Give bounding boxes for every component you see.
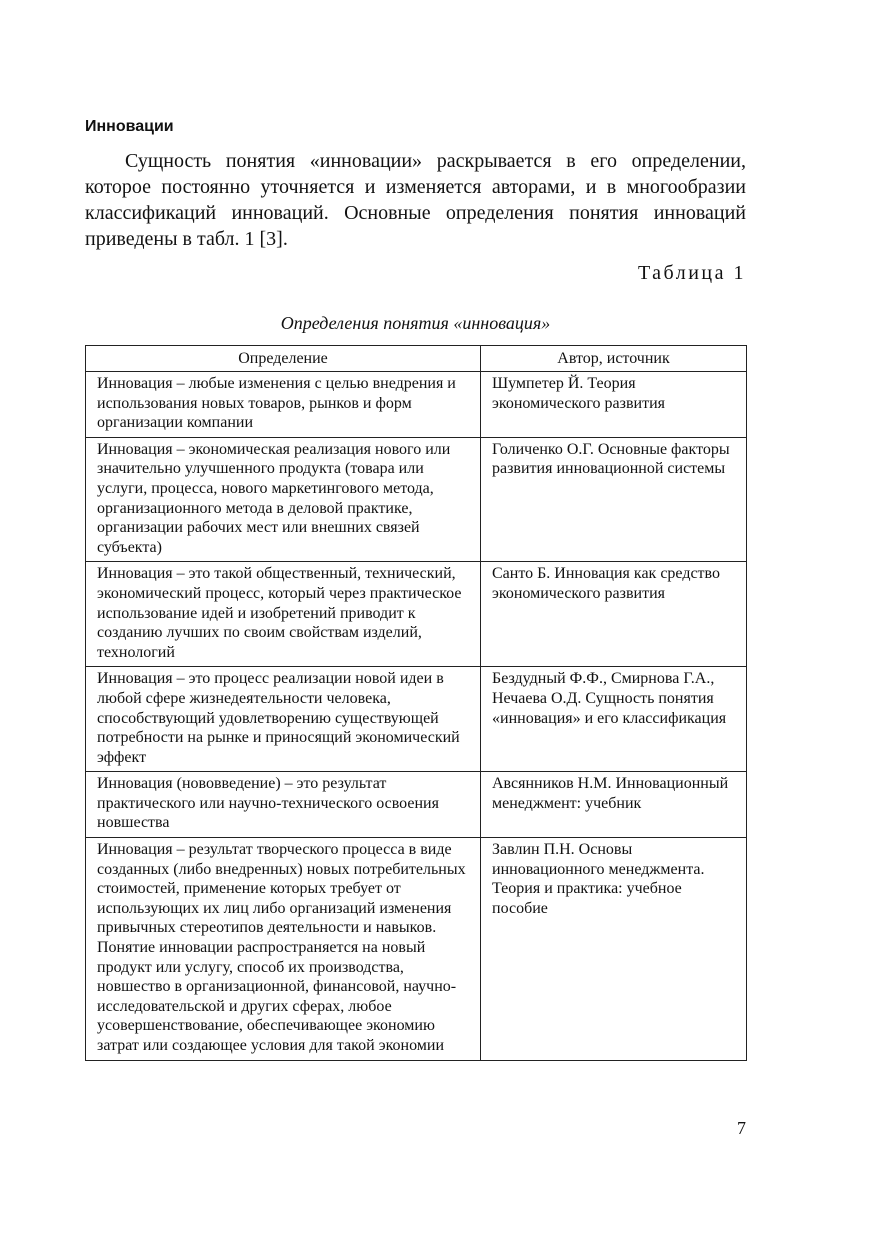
table-row	[86, 372, 747, 438]
page-number: 7	[737, 1118, 746, 1138]
definition-cell: Инновация – любые изменения с целью внедрения и использования новых товаров, рынков и форм организации компании	[86, 372, 481, 438]
intro-paragraph: Сущность понятия «инновации» раскрывается в его определении, которое постоянно уточняется и изменяется авторами, и в многообразии классификаций инноваций. Основные определения понятия инноваций приведены в табл. 1 [3].	[85, 150, 746, 250]
definition-cell: Инновация (нововведение) – это результат практического или научно-технического освоения новшества	[86, 772, 481, 838]
source-cell: Завлин П.Н. Основы инновационного менеджмента. Теория и практика: учебное пособие	[481, 838, 747, 1061]
table-caption: Определения понятия «инновация»	[280, 313, 551, 333]
table-row	[86, 772, 747, 838]
definitions-table	[85, 345, 747, 1061]
table-header-row	[86, 346, 747, 372]
table-row	[86, 437, 747, 562]
source-cell: Санто Б. Инновация как средство экономического развития	[481, 562, 747, 667]
definition-cell: Инновация – это такой общественный, технический, экономический процесс, который через практическое использование идей и изобретений приводит к созданию лучших по своим свойствам изделий, технологий	[86, 562, 481, 667]
source-cell: Бездудный Ф.Ф., Смирнова Г.А., Нечаева О.Д. Сущность понятия «инновация» и его классификация	[481, 667, 747, 772]
source-cell: Шумпетер Й. Теория экономического развития	[481, 372, 747, 438]
source-cell: Голиченко О.Г. Основные факторы развития инновационной системы	[481, 437, 747, 562]
table-row	[86, 562, 747, 667]
definition-cell: Инновация – это процесс реализации новой идеи в любой сфере жизнедеятельности человека, способствующий удовлетворению существующей потребности на рынке и приносящий экономический эффект	[86, 667, 481, 772]
source-cell: Авсянников Н.М. Инновационный менеджмент: учебник	[481, 772, 747, 838]
column-header-source: Автор, источник	[481, 346, 747, 372]
table-label: Таблица 1	[637, 262, 746, 284]
definition-cell: Инновация – результат творческого процесса в виде созданных (либо внедренных) новых потребительных стоимостей, применение которых требует от использующих их лиц либо организаций изменения привычных стереотипов деятельности и навыков. Понятие инновации распространяется на новый продукт или услугу, способ их производства, новшество в организационной, финансовой, научно-исследовательской и других сферах, любое усовершенствование, обеспечивающее экономию затрат или создающее условия для такой экономии	[86, 838, 481, 1061]
table-row	[86, 667, 747, 772]
table-row	[86, 838, 747, 1061]
column-header-definition: Определение	[86, 346, 481, 372]
section-heading: Инновации	[85, 118, 174, 135]
definition-cell: Инновация – экономическая реализация нового или значительно улучшенного продукта (товара или услуги, процесса, нового маркетингового метода, организационного метода в деловой практике, организации рабочих мест или внешних связей субъекта)	[86, 437, 481, 562]
